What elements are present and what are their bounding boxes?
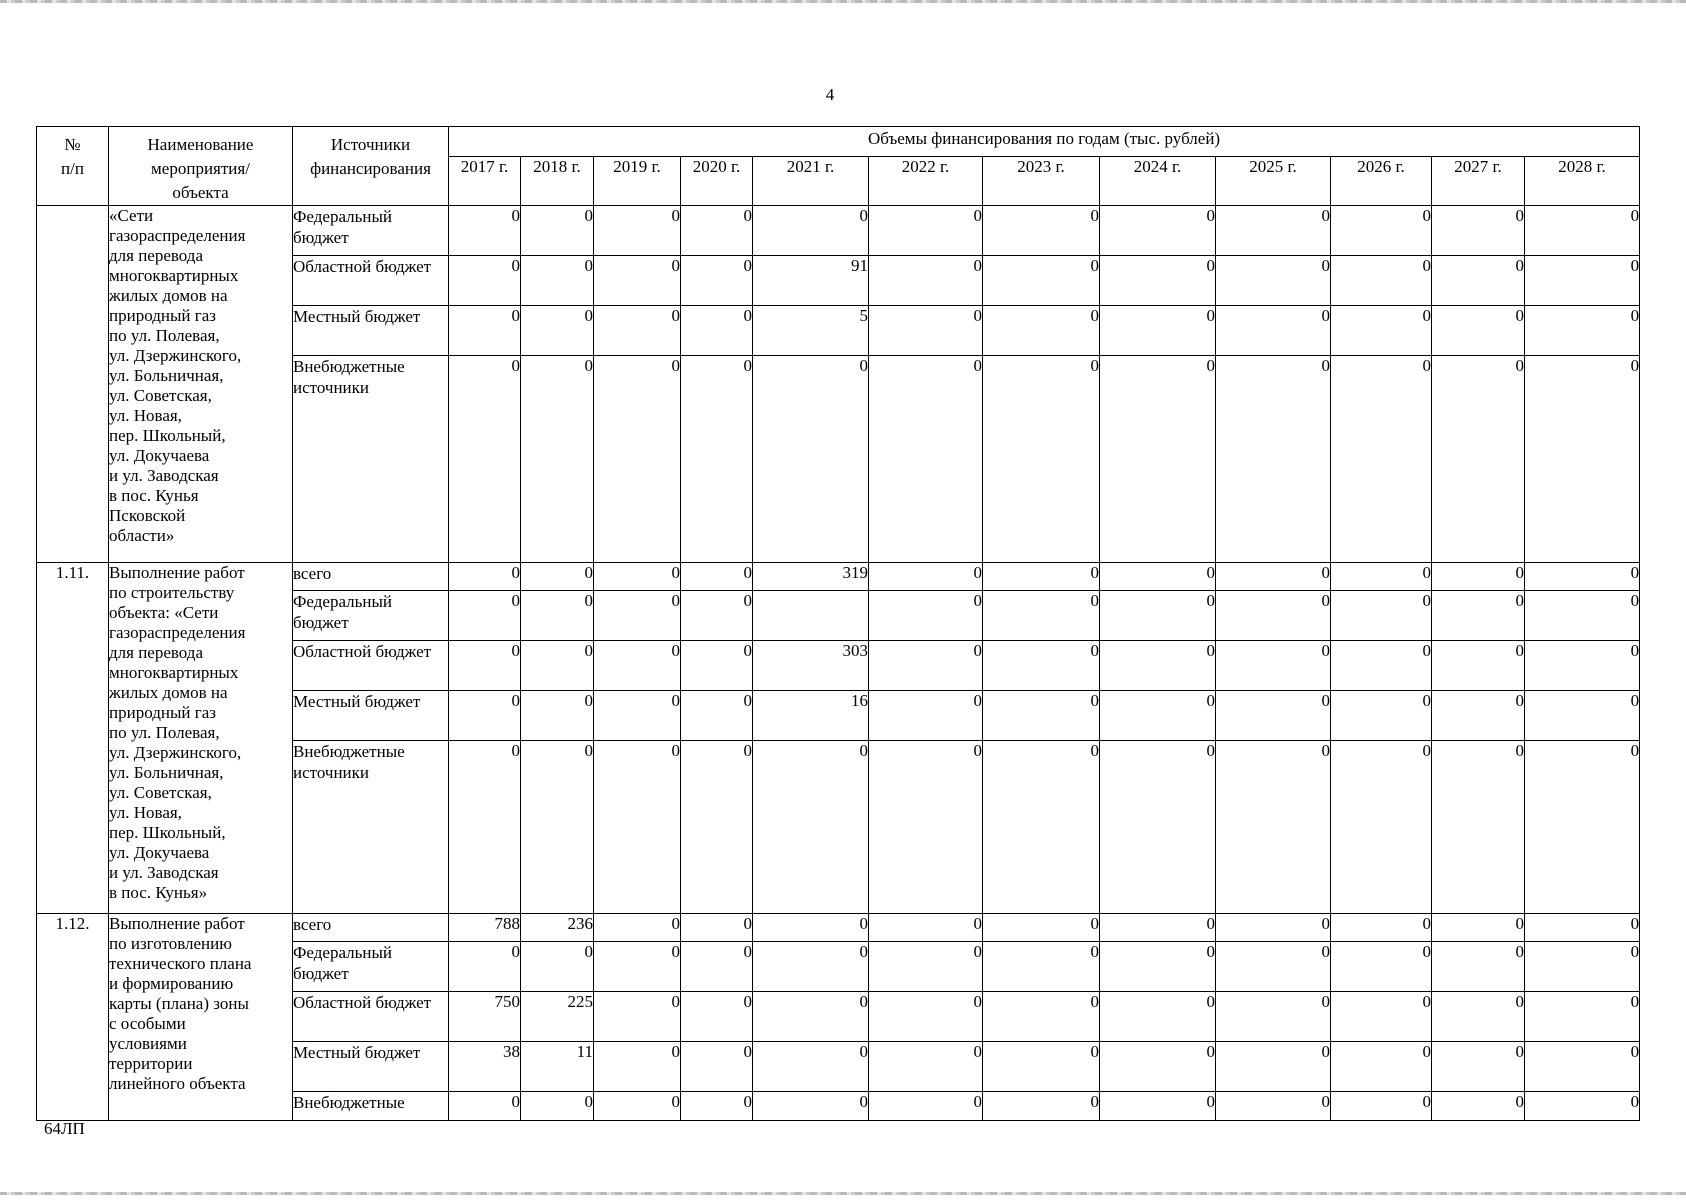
- amount-cell: 0: [1100, 741, 1216, 914]
- amount-cell: 0: [1525, 1092, 1640, 1121]
- amount-cell: 0: [681, 356, 753, 563]
- amount-cell: 0: [681, 591, 753, 641]
- amount-cell: 0: [1331, 942, 1432, 992]
- amount-cell: 0: [753, 741, 869, 914]
- amount-cell: 0: [594, 356, 681, 563]
- amount-cell: 0: [869, 356, 983, 563]
- amount-cell: 0: [983, 356, 1100, 563]
- amount-cell: 0: [1331, 691, 1432, 741]
- amount-cell: 225: [521, 992, 594, 1042]
- amount-cell: 0: [1216, 1042, 1331, 1092]
- amount-cell: 0: [1525, 256, 1640, 306]
- amount-cell: 0: [869, 914, 983, 942]
- amount-cell: 0: [869, 563, 983, 591]
- amount-cell: 0: [449, 563, 521, 591]
- amount-cell: 16: [753, 691, 869, 741]
- amount-cell: 91: [753, 256, 869, 306]
- amount-cell: 0: [594, 741, 681, 914]
- amount-cell: 0: [983, 1092, 1100, 1121]
- amount-cell: 0: [449, 1092, 521, 1121]
- amount-cell: 0: [983, 942, 1100, 992]
- financing-table: [36, 126, 1640, 1121]
- amount-cell: 0: [1100, 914, 1216, 942]
- header-volumes: Объемы финансирования по годам (тыс. рублей): [449, 127, 1640, 157]
- amount-cell: 0: [869, 691, 983, 741]
- amount-cell: 0: [449, 591, 521, 641]
- amount-cell: 0: [1216, 206, 1331, 256]
- amount-cell: 0: [681, 942, 753, 992]
- funding-source: Местный бюджет: [293, 691, 449, 741]
- header-year: 2021 г.: [753, 156, 869, 205]
- amount-cell: 0: [1432, 741, 1525, 914]
- amount-cell: 0: [1216, 256, 1331, 306]
- funding-source: Федеральный бюджет: [293, 206, 449, 256]
- amount-cell: 0: [681, 1042, 753, 1092]
- amount-cell: 0: [1100, 942, 1216, 992]
- header-year: 2023 г.: [983, 156, 1100, 205]
- amount-cell: 0: [521, 691, 594, 741]
- amount-cell: 0: [594, 206, 681, 256]
- amount-cell: 0: [1432, 256, 1525, 306]
- amount-cell: 0: [1100, 306, 1216, 356]
- item-number: 1.11.: [37, 563, 109, 914]
- amount-cell: 11: [521, 1042, 594, 1092]
- amount-cell: 0: [1525, 992, 1640, 1042]
- funding-source: Местный бюджет: [293, 306, 449, 356]
- amount-cell: 0: [681, 741, 753, 914]
- amount-cell: 0: [1432, 914, 1525, 942]
- amount-cell: 0: [681, 1092, 753, 1121]
- header-year: 2017 г.: [449, 156, 521, 205]
- amount-cell: 0: [1331, 206, 1432, 256]
- item-number: 1.12.: [37, 914, 109, 1121]
- amount-cell: 0: [681, 691, 753, 741]
- table-row: [37, 563, 1640, 591]
- amount-cell: 0: [1100, 691, 1216, 741]
- item-number: [37, 206, 109, 563]
- amount-cell: 0: [521, 641, 594, 691]
- amount-cell: 0: [1432, 591, 1525, 641]
- funding-source: Местный бюджет: [293, 1042, 449, 1092]
- amount-cell: 0: [594, 942, 681, 992]
- table-row: [37, 914, 1640, 942]
- amount-cell: 0: [681, 306, 753, 356]
- header-year: 2018 г.: [521, 156, 594, 205]
- amount-cell: 0: [1100, 1092, 1216, 1121]
- amount-cell: 0: [1100, 206, 1216, 256]
- amount-cell: 0: [1331, 1042, 1432, 1092]
- amount-cell: 0: [1525, 942, 1640, 992]
- amount-cell: 0: [869, 591, 983, 641]
- amount-cell: 0: [1216, 356, 1331, 563]
- amount-cell: 0: [1216, 914, 1331, 942]
- amount-cell: 0: [1432, 942, 1525, 992]
- amount-cell: 0: [1331, 914, 1432, 942]
- amount-cell: 0: [753, 206, 869, 256]
- amount-cell: 0: [1100, 641, 1216, 691]
- amount-cell: 0: [1525, 356, 1640, 563]
- amount-cell: 0: [1331, 1092, 1432, 1121]
- amount-cell: 0: [869, 1092, 983, 1121]
- amount-cell: 0: [521, 1092, 594, 1121]
- amount-cell: 303: [753, 641, 869, 691]
- amount-cell: 0: [869, 306, 983, 356]
- amount-cell: 0: [869, 641, 983, 691]
- amount-cell: 0: [983, 206, 1100, 256]
- amount-cell: 0: [1432, 691, 1525, 741]
- page-number: 4: [825, 85, 835, 104]
- header-year: 2020 г.: [681, 156, 753, 205]
- header-year: 2019 г.: [594, 156, 681, 205]
- amount-cell: 0: [1432, 992, 1525, 1042]
- amount-cell: 0: [1100, 256, 1216, 306]
- header-year: 2024 г.: [1100, 156, 1216, 205]
- amount-cell: 0: [594, 256, 681, 306]
- amount-cell: 0: [681, 563, 753, 591]
- amount-cell: 0: [983, 914, 1100, 942]
- amount-cell: 0: [449, 356, 521, 563]
- amount-cell: 0: [1432, 356, 1525, 563]
- amount-cell: 0: [869, 741, 983, 914]
- amount-cell: 0: [753, 1092, 869, 1121]
- amount-cell: 0: [449, 306, 521, 356]
- amount-cell: 0: [983, 591, 1100, 641]
- amount-cell: 0: [1525, 206, 1640, 256]
- amount-cell: 0: [1216, 942, 1331, 992]
- amount-cell: 0: [521, 741, 594, 914]
- amount-cell: 0: [753, 992, 869, 1042]
- amount-cell: 5: [753, 306, 869, 356]
- amount-cell: 0: [1525, 641, 1640, 691]
- amount-cell: 38: [449, 1042, 521, 1092]
- amount-cell: 0: [521, 942, 594, 992]
- amount-cell: 0: [521, 306, 594, 356]
- amount-cell: 0: [983, 256, 1100, 306]
- amount-cell: 0: [449, 942, 521, 992]
- amount-cell: 0: [449, 206, 521, 256]
- funding-source: Внебюджетные: [293, 1092, 449, 1121]
- header-year: 2028 г.: [1525, 156, 1640, 205]
- amount-cell: 0: [1216, 641, 1331, 691]
- amount-cell: 0: [681, 256, 753, 306]
- amount-cell: 0: [983, 563, 1100, 591]
- amount-cell: 0: [681, 641, 753, 691]
- amount-cell: 0: [983, 641, 1100, 691]
- amount-cell: 0: [1432, 563, 1525, 591]
- amount-cell: 0: [1432, 1092, 1525, 1121]
- amount-cell: 0: [521, 591, 594, 641]
- amount-cell: 0: [594, 1042, 681, 1092]
- scan-edge-bottom: [0, 1192, 1686, 1195]
- amount-cell: [753, 591, 869, 641]
- amount-cell: 0: [521, 563, 594, 591]
- header-year: 2022 г.: [869, 156, 983, 205]
- amount-cell: 0: [594, 914, 681, 942]
- amount-cell: 0: [1331, 741, 1432, 914]
- amount-cell: 0: [521, 256, 594, 306]
- amount-cell: 0: [594, 992, 681, 1042]
- header-name: Наименование мероприятия/ объекта: [109, 127, 293, 206]
- amount-cell: 0: [1100, 591, 1216, 641]
- amount-cell: 0: [1216, 992, 1331, 1042]
- amount-cell: 0: [983, 992, 1100, 1042]
- amount-cell: 0: [869, 992, 983, 1042]
- amount-cell: 0: [1100, 1042, 1216, 1092]
- amount-cell: 0: [594, 563, 681, 591]
- amount-cell: 0: [1525, 1042, 1640, 1092]
- header-year: 2027 г.: [1432, 156, 1525, 205]
- footer-code: 64ЛП: [44, 1119, 85, 1138]
- amount-cell: 0: [521, 356, 594, 563]
- amount-cell: 0: [1100, 356, 1216, 563]
- amount-cell: 0: [1525, 563, 1640, 591]
- funding-source: Федеральный бюджет: [293, 942, 449, 992]
- amount-cell: 0: [1216, 563, 1331, 591]
- amount-cell: 0: [983, 741, 1100, 914]
- amount-cell: 0: [869, 1042, 983, 1092]
- header-year: 2026 г.: [1331, 156, 1432, 205]
- amount-cell: 0: [983, 306, 1100, 356]
- amount-cell: 0: [594, 591, 681, 641]
- amount-cell: 0: [1331, 992, 1432, 1042]
- item-name: «Сети газораспределения для перевода многоквартирных жилых домов на природный газ по ул. Полевая, ул. Дзержинского, ул. Больничная, ул. Советская, ул. Новая, пер. Школьный, ул. Докучаева и ул. Заводская в пос. Кунья Псковской области»: [109, 206, 293, 563]
- amount-cell: 0: [1216, 306, 1331, 356]
- item-name: Выполнение работ по строительству объекта: «Сети газораспределения для перевода многоквартирных жилых домов на природный газ по ул. Полевая, ул. Дзержинского, ул. Больничная, ул. Советская, ул. Новая, пер. Школьный, ул. Докучаева и ул. Заводская в пос. Кунья»: [109, 563, 293, 914]
- amount-cell: 0: [983, 1042, 1100, 1092]
- amount-cell: 0: [449, 256, 521, 306]
- amount-cell: 0: [1525, 306, 1640, 356]
- amount-cell: 0: [1216, 1092, 1331, 1121]
- amount-cell: 788: [449, 914, 521, 942]
- amount-cell: 0: [1525, 691, 1640, 741]
- amount-cell: 0: [1331, 306, 1432, 356]
- amount-cell: 0: [1525, 741, 1640, 914]
- amount-cell: 0: [681, 206, 753, 256]
- amount-cell: 236: [521, 914, 594, 942]
- amount-cell: 0: [449, 641, 521, 691]
- amount-cell: 0: [1331, 563, 1432, 591]
- amount-cell: 0: [1216, 591, 1331, 641]
- amount-cell: 0: [1432, 306, 1525, 356]
- header-year: 2025 г.: [1216, 156, 1331, 205]
- amount-cell: 0: [594, 641, 681, 691]
- amount-cell: 0: [1331, 356, 1432, 563]
- amount-cell: 0: [1432, 206, 1525, 256]
- funding-source: Областной бюджет: [293, 641, 449, 691]
- amount-cell: 0: [753, 914, 869, 942]
- table-row: [37, 206, 1640, 256]
- scan-edge-top: [0, 0, 1686, 3]
- funding-source: всего: [293, 563, 449, 591]
- amount-cell: 0: [983, 691, 1100, 741]
- amount-cell: 0: [594, 306, 681, 356]
- funding-source: Внебюджетные источники: [293, 741, 449, 914]
- amount-cell: 0: [521, 206, 594, 256]
- amount-cell: 0: [1525, 914, 1640, 942]
- amount-cell: 0: [449, 741, 521, 914]
- amount-cell: 0: [869, 256, 983, 306]
- funding-source: Областной бюджет: [293, 992, 449, 1042]
- amount-cell: 0: [681, 914, 753, 942]
- header-number: № п/п: [37, 127, 109, 206]
- amount-cell: 0: [594, 691, 681, 741]
- amount-cell: 0: [753, 1042, 869, 1092]
- amount-cell: 0: [1432, 1042, 1525, 1092]
- amount-cell: 0: [869, 206, 983, 256]
- amount-cell: 0: [1216, 691, 1331, 741]
- funding-source: Областной бюджет: [293, 256, 449, 306]
- amount-cell: 0: [1331, 641, 1432, 691]
- amount-cell: 0: [594, 1092, 681, 1121]
- funding-source: Федеральный бюджет: [293, 591, 449, 641]
- amount-cell: 0: [1331, 591, 1432, 641]
- amount-cell: 0: [681, 992, 753, 1042]
- amount-cell: 0: [449, 691, 521, 741]
- amount-cell: 0: [1100, 563, 1216, 591]
- amount-cell: 0: [1216, 741, 1331, 914]
- amount-cell: 0: [753, 356, 869, 563]
- funding-source: всего: [293, 914, 449, 942]
- amount-cell: 0: [869, 942, 983, 992]
- amount-cell: 0: [1525, 591, 1640, 641]
- header-source: Источники финансирования: [293, 127, 449, 206]
- item-name: Выполнение работ по изготовлению технического плана и формированию карты (плана) зоны с особыми условиями территории линейного объекта: [109, 914, 293, 1121]
- amount-cell: 0: [753, 942, 869, 992]
- amount-cell: 319: [753, 563, 869, 591]
- funding-source: Внебюджетные источники: [293, 356, 449, 563]
- amount-cell: 0: [1100, 992, 1216, 1042]
- amount-cell: 0: [1432, 641, 1525, 691]
- amount-cell: 0: [1331, 256, 1432, 306]
- amount-cell: 750: [449, 992, 521, 1042]
